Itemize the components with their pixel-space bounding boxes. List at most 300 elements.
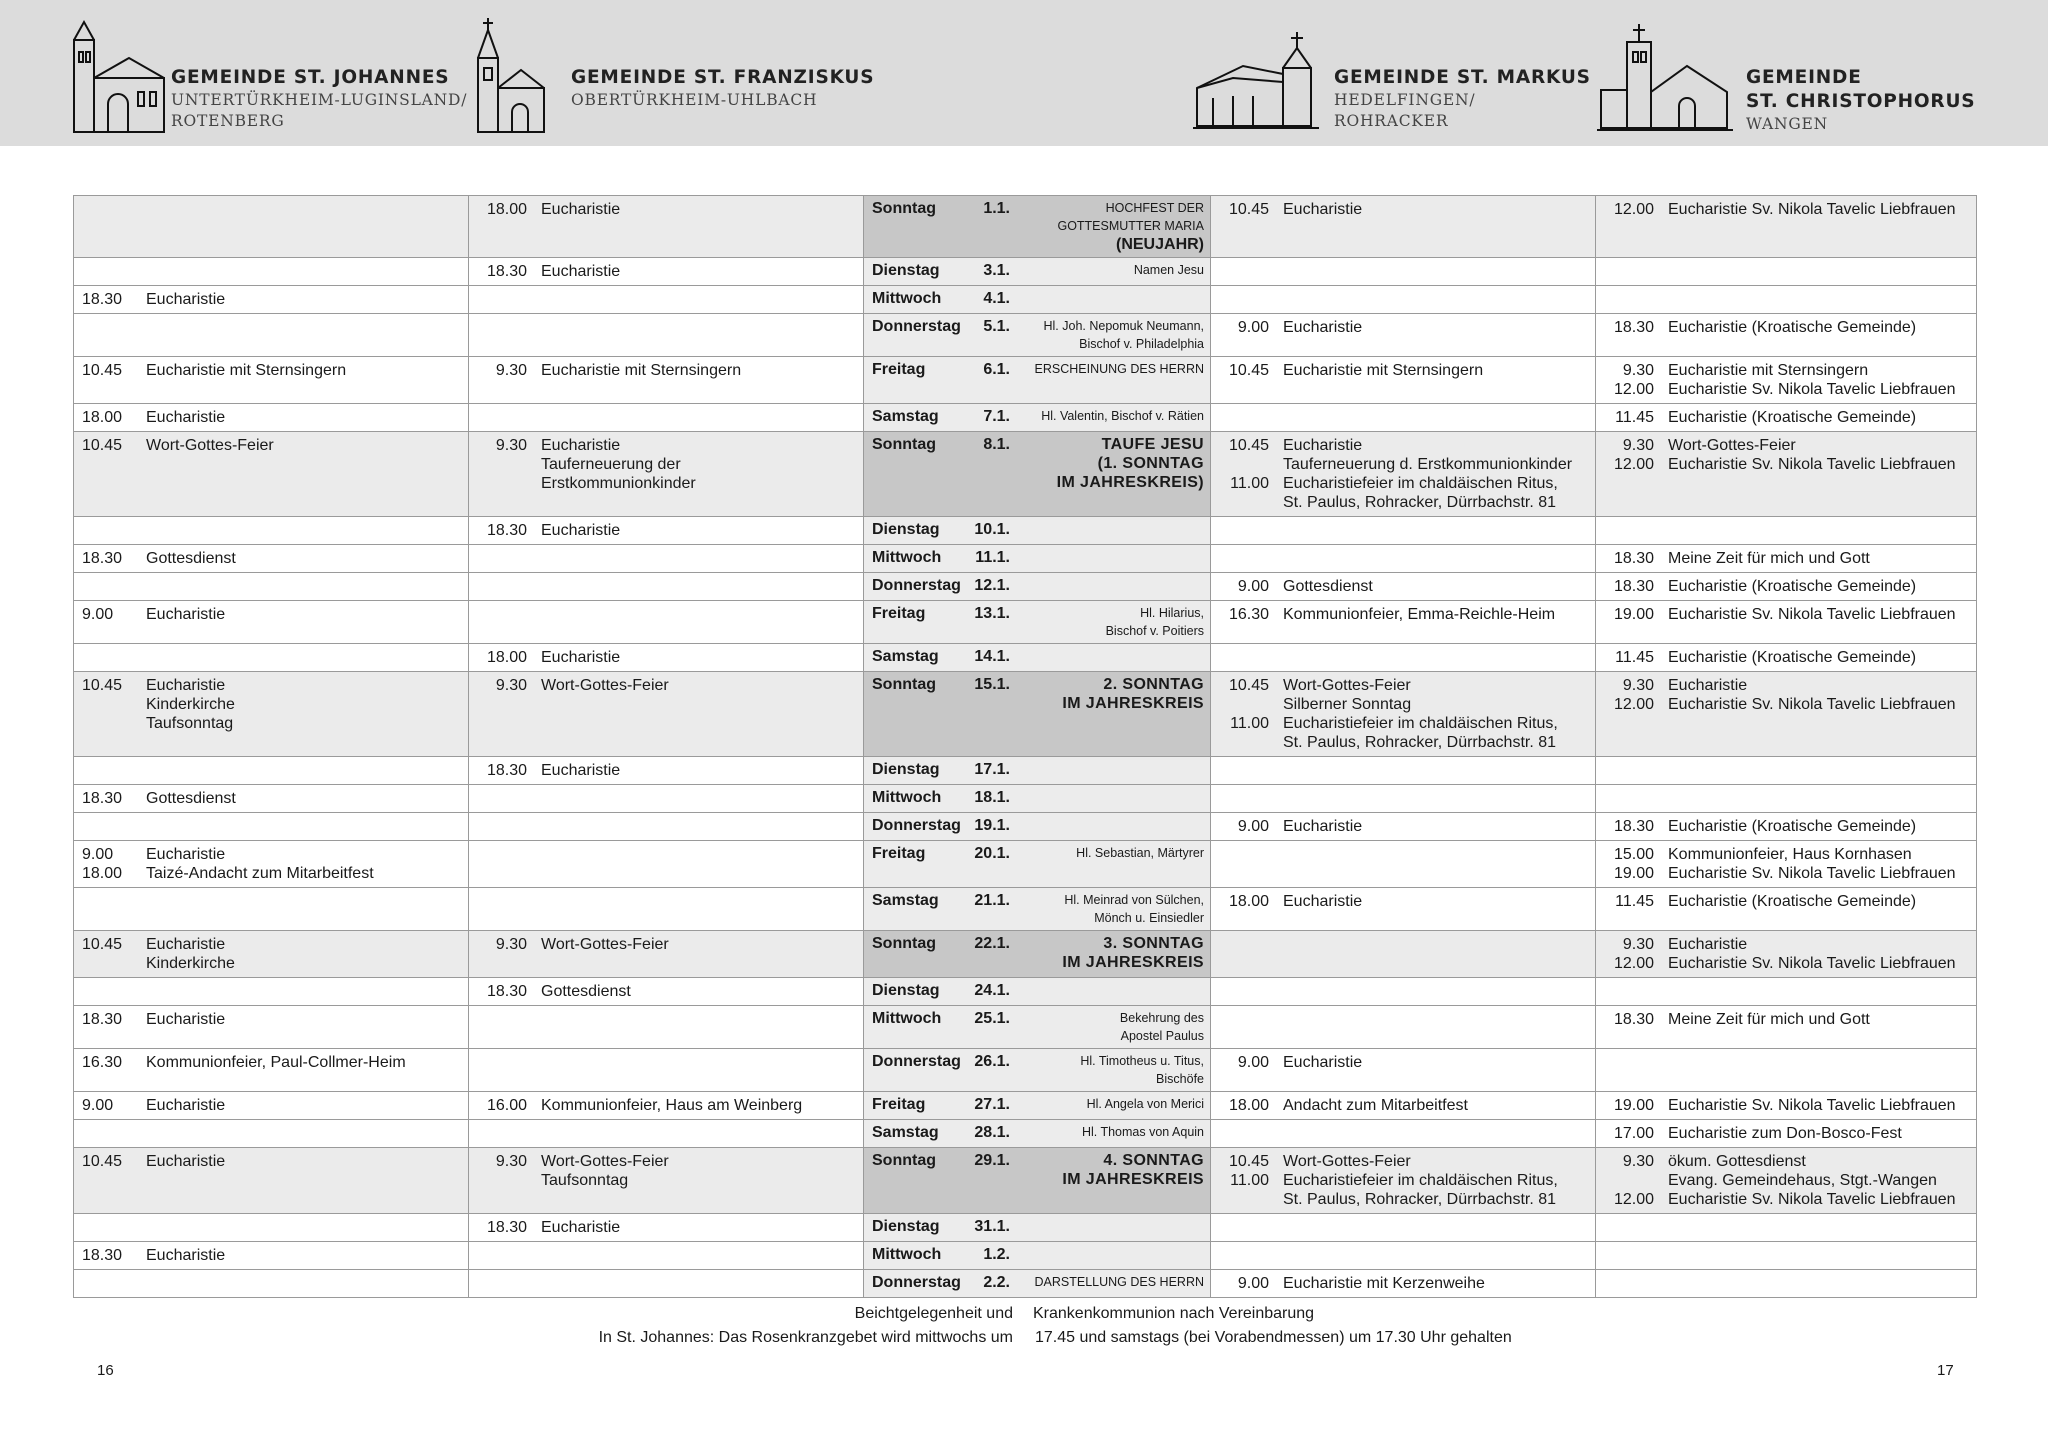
feast-label [1010,199,1204,254]
parish-c3-cell [1211,601,1596,644]
date: 1.1. [983,200,1010,217]
service-time: 9.30 [1622,437,1654,454]
service-time [477,455,541,474]
service-event: Eucharistie [1283,1054,1363,1071]
church-st-johannes-icon [66,18,170,136]
feast-label [1010,844,1204,863]
date: 18.1. [974,789,1010,806]
day-cell [864,644,1211,672]
service-time: 18.30 [1613,319,1654,336]
service-time: 18.30 [1613,578,1654,595]
service-event: Eucharistie Sv. Nikola Tavelic Liebfrauen [1668,696,1956,713]
service-time: 11.00 [1230,715,1269,732]
parish-c4-cell [1596,888,1977,931]
service-event: Gottesdienst [146,550,236,567]
service-entry [1219,1152,1588,1171]
service-entry [82,549,461,568]
service-time: 11.00 [1230,1172,1269,1189]
feast-line: Hl. Thomas von Aquin [1081,1125,1204,1139]
service-time [82,695,146,714]
feast-label [1010,891,1204,927]
schedule-row [74,757,1977,785]
service-entry [82,290,461,309]
service-entry [1604,577,1969,596]
feast-label [1010,317,1204,353]
parish-c1-cell [74,1006,469,1049]
service-entry [477,1171,856,1190]
service-event: Eucharistie [146,846,226,863]
weekday: Donnerstag [872,577,961,594]
parish-name: GEMEINDE [1746,67,1862,88]
service-event: Meine Zeit für mich und Gott [1668,1011,1870,1028]
service-event: Wort-Gottes-Feier [541,1153,669,1170]
parish-st-johannes [66,18,466,138]
day-date-feast [872,199,1204,254]
page-number-right: 17 [1937,1362,1954,1379]
parish-name-line2: ST. CHRISTOPHORUS [1746,91,1976,112]
service-entry [477,521,856,540]
service-time: 18.00 [486,649,527,666]
feast-label [1010,760,1204,779]
parish-c2-cell [469,1092,864,1120]
service-time [477,1171,541,1190]
parish-c3-cell [1211,196,1596,258]
weekday: Sonntag [872,935,936,952]
parish-c4-cell [1596,517,1977,545]
parish-c4-cell [1596,978,1977,1006]
service-event: Eucharistie mit Sternsingern [1668,362,1869,379]
service-event: Eucharistie [541,762,621,779]
service-entry [82,361,461,380]
parish-c1-cell [74,757,469,785]
service-time: 9.00 [1237,319,1269,336]
parish-c2-cell [469,1120,864,1148]
feast-label [1010,520,1204,539]
date: 24.1. [974,982,1010,999]
feast-line: TAUFE JESU [1101,436,1204,453]
service-entry [1604,1010,1969,1029]
weekday: Samstag [872,1124,939,1141]
parish-name: GEMEINDE ST. MARKUS [1334,67,1591,88]
footer-note-2-left: In St. Johannes: Das Rosenkranzgebet wird mittwochs um [598,1329,1013,1346]
parish-c3-cell [1211,1242,1596,1270]
parish-c1-cell [74,573,469,601]
service-time: 18.00 [82,409,123,426]
parish-c4-cell [1596,1270,1977,1298]
parish-subtitle: HEDELFINGEN/ [1334,91,1476,109]
day-cell [864,286,1211,314]
day-date-feast [872,934,1204,972]
service-entry [1604,817,1969,836]
feast-label [1010,647,1204,666]
service-time: 18.30 [82,1247,123,1264]
service-time: 15.00 [1613,846,1654,863]
feast-line: IM JAHRESKREIS [1062,695,1204,712]
day-cell [864,672,1211,757]
parish-c2-cell [469,517,864,545]
service-event: Eucharistie [1283,437,1363,454]
parish-c3-cell [1211,978,1596,1006]
parish-c3-cell [1211,1270,1596,1298]
service-event: Eucharistie (Kroatische Gemeinde) [1668,319,1917,336]
feast-line: Hl. Meinrad von Sülchen, [1064,893,1204,907]
feast-label [1010,1273,1204,1292]
parish-c4-cell [1596,757,1977,785]
service-time: 18.30 [82,291,123,308]
day-cell [864,601,1211,644]
service-entry [477,262,856,281]
service-time: 12.00 [1613,955,1654,972]
service-event: Kinderkirche [146,696,235,713]
parish-c1-cell [74,258,469,286]
day-cell [864,785,1211,813]
schedule-row [74,931,1977,978]
feast-label [1010,675,1204,713]
service-entry [1604,935,1969,954]
footer-note-1-right: Krankenkommunion nach Vereinbarung [1033,1305,1315,1322]
service-time [477,474,541,493]
feast-label [1010,1009,1204,1045]
day-date-feast [872,760,1204,779]
parish-c2-cell [469,841,864,888]
feast-line: (1. SONNTAG [1097,455,1204,472]
parish-c2-cell [469,432,864,517]
parish-c4-cell [1596,1092,1977,1120]
parish-c2-cell [469,573,864,601]
parish-c2-cell [469,785,864,813]
schedule-row [74,286,1977,314]
weekday: Mittwoch [872,290,942,307]
footer-note-1-left: Beichtgelegenheit und [854,1305,1013,1322]
weekday: Donnerstag [872,817,961,834]
feast-line: 3. SONNTAG [1103,935,1204,952]
service-event: Eucharistie Sv. Nikola Tavelic Liebfrauen [1668,381,1956,398]
date: 20.1. [974,845,1010,862]
weekday: Mittwoch [872,1246,942,1263]
feast-line: Bekehrung des [1119,1011,1204,1025]
service-event: Taizé-Andacht zum Mitarbeitfest [146,865,374,882]
feast-label [1010,981,1204,1000]
parish-subtitle: OBERTÜRKHEIM-UHLBACH [571,91,818,109]
service-time [1604,1171,1668,1190]
feast-line: GOTTESMUTTER MARIA [1057,219,1204,233]
service-entry [1219,455,1588,474]
service-time: 9.00 [82,606,114,623]
parish-c1-cell [74,357,469,404]
parish-c4-cell [1596,1148,1977,1214]
service-event: Eucharistie [1283,818,1363,835]
feast-label [1010,360,1204,379]
parish-c4-cell [1596,314,1977,357]
service-entry [1219,577,1588,596]
service-entry [82,1096,461,1115]
service-entry [1219,695,1588,714]
parish-c2-cell [469,1270,864,1298]
day-cell [864,545,1211,573]
service-event: Eucharistie (Kroatische Gemeinde) [1668,818,1917,835]
schedule-row [74,1270,1977,1298]
service-time: 19.00 [1613,865,1654,882]
schedule-row [74,196,1977,258]
service-entry [1604,200,1969,219]
service-time: 9.30 [495,677,527,694]
service-entry [1604,845,1969,864]
parish-c2-cell [469,545,864,573]
weekday: Samstag [872,408,939,425]
schedule-row [74,573,1977,601]
day-date-feast [872,1009,1204,1045]
service-time: 9.00 [82,1097,114,1114]
parish-c1-cell [74,644,469,672]
parish-c4-cell [1596,1120,1977,1148]
parish-c2-cell [469,1242,864,1270]
parish-c2-cell [469,404,864,432]
feast-label [1010,816,1204,835]
day-date-feast [872,261,1204,280]
service-entry [1604,455,1969,474]
service-entry [1219,1171,1588,1190]
service-event: Meine Zeit für mich und Gott [1668,550,1870,567]
service-time: 9.00 [1237,1054,1269,1071]
service-entry [1604,892,1969,911]
service-time [1219,455,1283,474]
feast-label [1010,261,1204,280]
service-time: 18.30 [82,550,123,567]
day-cell [864,196,1211,258]
service-event: Eucharistie [1668,677,1748,694]
day-date-feast [872,548,1204,567]
feast-line: ERSCHEINUNG DES HERRN [1034,362,1204,376]
service-time [82,954,146,973]
service-time: 10.45 [1228,1153,1269,1170]
parish-c3-cell [1211,1049,1596,1092]
service-event: Kommunionfeier, Paul-Collmer-Heim [146,1054,406,1071]
parish-c4-cell [1596,196,1977,258]
service-entry [1604,676,1969,695]
parish-c1-cell [74,888,469,931]
service-event: Eucharistie [541,1219,621,1236]
service-event: Eucharistie mit Sternsingern [541,362,742,379]
service-time: 18.00 [1228,1097,1269,1114]
parish-st-markus [1193,18,1593,138]
service-entry [1604,1171,1969,1190]
parish-c2-cell [469,757,864,785]
service-time: 19.00 [1613,606,1654,623]
service-event: Eucharistiefeier im chaldäischen Ritus, [1283,715,1558,732]
service-event: Eucharistie [146,606,226,623]
schedule-row [74,1120,1977,1148]
weekday: Freitag [872,361,926,378]
service-event: Eucharistie [541,522,621,539]
parish-c1-cell [74,1092,469,1120]
feast-label [1010,576,1204,595]
weekday: Mittwoch [872,789,942,806]
service-entry [477,1218,856,1237]
service-entry [1219,1053,1588,1072]
service-event: Eucharistie Sv. Nikola Tavelic Liebfrauen [1668,865,1956,882]
day-date-feast [872,576,1204,595]
day-cell [864,432,1211,517]
date: 14.1. [974,648,1010,665]
service-entry [477,935,856,954]
date: 21.1. [974,892,1010,909]
parish-c3-cell [1211,757,1596,785]
weekday: Freitag [872,1096,926,1113]
date: 5.1. [983,318,1010,335]
schedule-row [74,432,1977,517]
service-time: 9.30 [495,1153,527,1170]
feast-label [1010,1052,1204,1088]
service-event: Eucharistie Sv. Nikola Tavelic Liebfrauen [1668,456,1956,473]
service-time [1219,733,1283,752]
parish-c4-cell [1596,258,1977,286]
parish-c3-cell [1211,545,1596,573]
service-event: Eucharistie mit Sternsingern [146,362,347,379]
service-time: 18.30 [82,1011,123,1028]
parish-subtitle: WANGEN [1746,115,1828,133]
schedule-row [74,813,1977,841]
service-entry [1219,1274,1588,1293]
service-event: Eucharistie mit Sternsingern [1283,362,1484,379]
feast-line: Bischof v. Poitiers [1105,624,1204,638]
parish-st-franziskus [468,18,875,138]
church-st-christophorus-icon [1597,18,1737,136]
feast-label [1010,1123,1204,1142]
service-event: ökum. Gottesdienst [1668,1153,1806,1170]
service-event: Eucharistie (Kroatische Gemeinde) [1668,649,1917,666]
service-entry [477,436,856,455]
service-event: Eucharistie [146,409,226,426]
service-event: St. Paulus, Rohracker, Dürrbachstr. 81 [1283,1191,1557,1208]
feast-line: Hl. Timotheus u. Titus, [1080,1054,1204,1068]
day-cell [864,1148,1211,1214]
day-date-feast [872,360,1204,379]
weekday: Donnerstag [872,1053,961,1070]
parish-c1-cell [74,1049,469,1092]
service-entry [82,845,461,864]
date: 3.1. [983,262,1010,279]
feast-label [1010,1245,1204,1264]
service-event: Taufsonntag [541,1172,629,1189]
parish-c3-cell [1211,357,1596,404]
feast-line: Hl. Hilarius, [1140,606,1204,620]
parish-c3-cell [1211,314,1596,357]
parish-c3-cell [1211,432,1596,517]
service-time: 18.30 [486,762,527,779]
service-time: 9.30 [1622,362,1654,379]
parish-c3-cell [1211,286,1596,314]
service-entry [1219,493,1588,512]
service-time: 19.00 [1613,1097,1654,1114]
service-event: Kommunionfeier, Emma-Reichle-Heim [1283,606,1556,623]
parish-c3-cell [1211,258,1596,286]
day-date-feast [872,844,1204,863]
feast-line: DARSTELLUNG DES HERRN [1034,1275,1204,1289]
service-entry [477,200,856,219]
service-event: Kommunionfeier, Haus am Weinberg [541,1097,803,1114]
parish-c1-cell [74,1120,469,1148]
footer-note-2-right: 17.45 und samstags (bei Vorabendmessen) um 17.30 Uhr gehalten [1035,1329,1512,1346]
feast-label [1010,407,1204,426]
parish-c2-cell [469,258,864,286]
service-event: Eucharistie (Kroatische Gemeinde) [1668,409,1917,426]
day-date-feast [872,647,1204,666]
service-event: Taufsonntag [146,715,234,732]
service-event: Wort-Gottes-Feier [146,437,274,454]
parish-c3-cell [1211,644,1596,672]
day-cell [864,888,1211,931]
service-time [1219,493,1283,512]
service-event: Eucharistie Sv. Nikola Tavelic Liebfrauen [1668,201,1956,218]
service-time: 11.00 [1230,475,1269,492]
date: 28.1. [974,1124,1010,1141]
service-entry [477,455,856,474]
service-event: Eucharistie [146,1011,226,1028]
parish-c3-cell [1211,1148,1596,1214]
service-entry [1604,380,1969,399]
feast-line: Hl. Valentin, Bischof v. Rätien [1041,409,1204,423]
schedule-row [74,672,1977,757]
service-time: 10.45 [82,437,123,454]
day-date-feast [872,1123,1204,1142]
weekday: Sonntag [872,200,936,217]
parish-c3-cell [1211,888,1596,931]
service-time: 12.00 [1613,381,1654,398]
date: 13.1. [974,605,1010,622]
feast-label [1010,289,1204,308]
date: 17.1. [974,761,1010,778]
service-entry [477,982,856,1001]
service-entry [477,361,856,380]
schedule-row [74,258,1977,286]
service-entry [82,1246,461,1265]
parish-c1-cell [74,314,469,357]
schedule-row [74,357,1977,404]
parish-c2-cell [469,1006,864,1049]
service-entry [1219,1096,1588,1115]
day-date-feast [872,1095,1204,1114]
feast-line: 4. SONNTAG [1103,1152,1204,1169]
date: 1.2. [983,1246,1010,1263]
date: 8.1. [983,436,1010,453]
parish-name: GEMEINDE ST. JOHANNES [171,67,450,88]
schedule-row [74,545,1977,573]
service-entry [477,474,856,493]
schedule-row [74,314,1977,357]
service-entry [82,935,461,954]
schedule-row [74,644,1977,672]
weekday: Dienstag [872,521,940,538]
service-event: Tauferneuerung der [541,456,681,473]
service-event: Andacht zum Mitarbeitfest [1283,1097,1468,1114]
church-st-franziskus-icon [468,18,558,136]
service-time: 18.30 [1613,550,1654,567]
service-event: Gottesdienst [1283,578,1373,595]
parish-name: GEMEINDE ST. FRANZISKUS [571,67,875,88]
day-date-feast [872,1052,1204,1088]
day-date-feast [872,435,1204,492]
parish-c4-cell [1596,1242,1977,1270]
day-cell [864,841,1211,888]
day-cell [864,573,1211,601]
weekday: Samstag [872,648,939,665]
service-entry [1219,733,1588,752]
date: 11.1. [975,549,1010,566]
parish-c3-cell [1211,672,1596,757]
parish-c4-cell [1596,1049,1977,1092]
parish-c4-cell [1596,785,1977,813]
service-time: 11.45 [1615,409,1654,426]
